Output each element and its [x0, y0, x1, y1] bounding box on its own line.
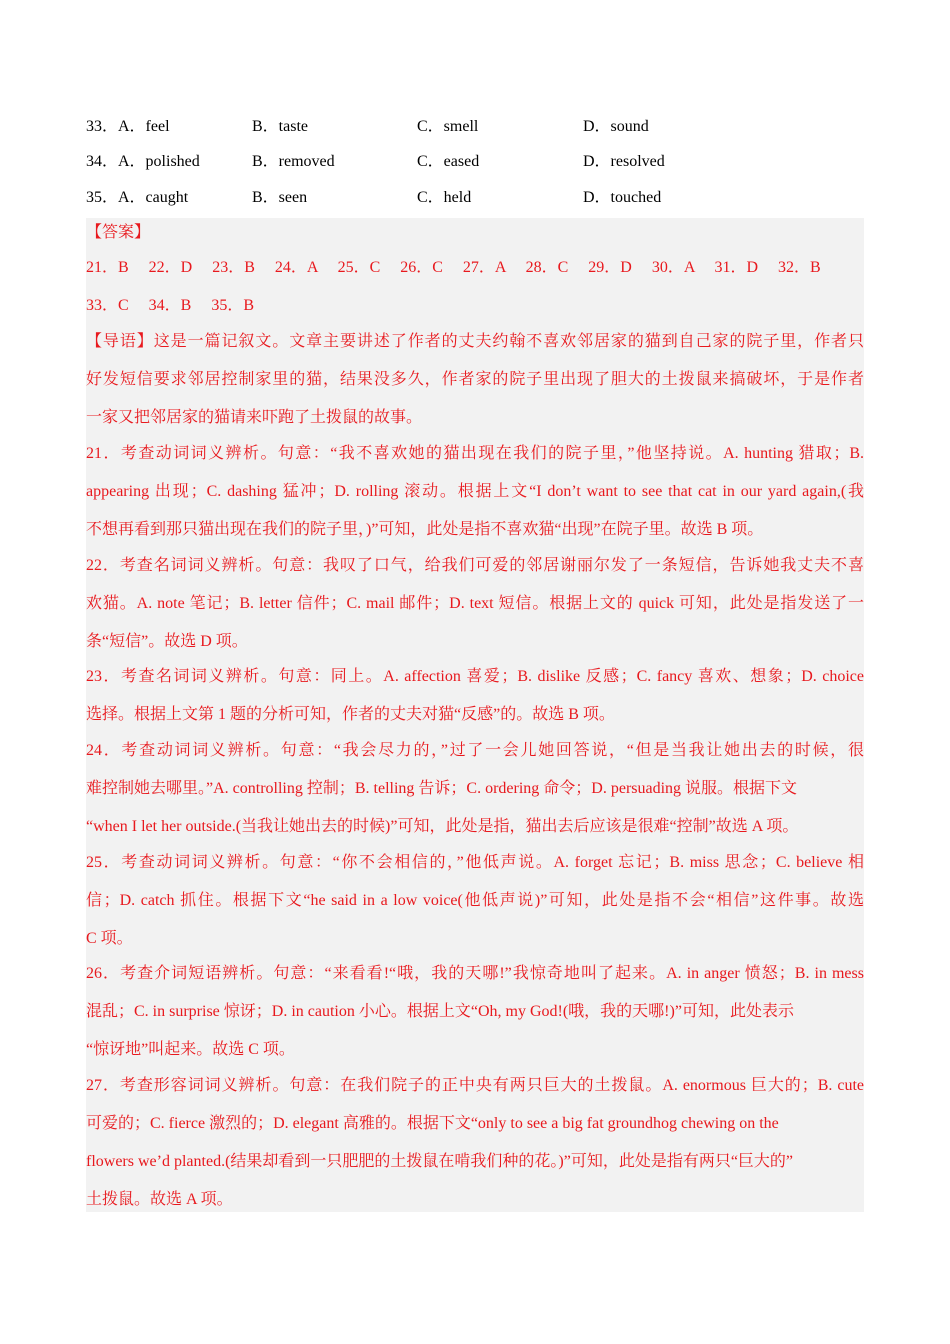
answer-heading: 【答案】	[86, 224, 151, 241]
option-a: 33．A．feel	[86, 118, 170, 135]
option-b: B．seen	[252, 189, 308, 206]
option-d: D．touched	[583, 189, 662, 206]
option-c: C．smell	[417, 118, 479, 135]
explanation-line: 26．考查介词短语辨析。句意：“来看看!“哦，我的天哪!”我惊奇地叫了起来。A. in anger 愤怒；B. in mess	[86, 965, 864, 982]
explanation-line: 24．考查动词词义辨析。句意：“我会尽力的，”过了一会儿她回答说，“但是当我让她出去的时候，很	[86, 742, 864, 759]
explanation-line: 不想再看到那只猫出现在我们的院子里，)”可知，此处是指不喜欢猫“出现”在院子里。故选 B 项。	[86, 521, 764, 538]
question-row-33	[86, 114, 864, 140]
explanation-line: appearing 出现；C. dashing 猛冲；D. rolling 滚动。根据上文“I don’t want to see that cat in our yard again,(我	[86, 483, 864, 500]
explanation-line: “when I let her outside.(当我让她出去的时候)”可知，此处是指，猫出去后应该是很难“控制”故选 A 项。	[86, 818, 799, 835]
explanation-line: 23．考查名词词义辨析。句意：同上。A. affection 喜爱；B. dislike 反感；C. fancy 喜欢、想象；D. choice	[86, 668, 864, 685]
answer-key-line: 33．C 34．B 35．B	[86, 297, 255, 314]
intro-line: 好发短信要求邻居控制家里的猫，结果没多久，作者家的院子里出现了胆大的土拨鼠来搞破坏，于是作者	[86, 371, 864, 388]
explanation-line: 信；D. catch 抓住。根据下文“he said in a low voice(他低声说)”可知，此处是指不会“相信”这件事。故选	[86, 892, 864, 909]
option-a: 34．A．polished	[86, 153, 200, 170]
explanation-line: 选择。根据上文第 1 题的分析可知，作者的丈夫对猫“反感”的。故选 B 项。	[86, 706, 615, 723]
explanation-line: flowers we’d planted.(结果却看到一只肥肥的土拨鼠在啃我们种的花。)”可知，此处是指有两只“巨大的”	[86, 1153, 794, 1170]
explanation-line: 混乱；C. in surprise 惊讶；D. in caution 小心。根据上文“Oh, my God!(哦，我的天哪!)”可知，此处表示	[86, 1003, 794, 1020]
option-d: D．sound	[583, 118, 649, 135]
option-b: B．taste	[252, 118, 308, 135]
option-c: C．held	[417, 189, 472, 206]
explanation-line: 22．考查名词词义辨析。句意：我叹了口气，给我们可爱的邻居谢丽尔发了一条短信，告诉她我丈夫不喜	[86, 557, 864, 574]
option-d: D．resolved	[583, 153, 665, 170]
answer-explanation-block	[86, 218, 864, 1212]
intro-line: 【导语】这是一篇记叙文。文章主要讲述了作者的丈夫约翰不喜欢邻居家的猫到自己家的院子里，作者只	[86, 333, 864, 350]
answer-key-line: 21．B 22．D 23．B 24．A 25．C 26．C 27．A 28．C 29．D 30．A 31．D 32．B	[86, 259, 821, 276]
explanation-line: 条“短信”。故选 D 项。	[86, 633, 248, 650]
explanation-line: C 项。	[86, 930, 133, 947]
explanation-line: 25．考查动词词义辨析。句意：“你不会相信的，”他低声说。A. forget 忘记；B. miss 思念；C. believe 相	[86, 854, 864, 871]
explanation-line: 21．考查动词词义辨析。句意：“我不喜欢她的猫出现在我们的院子里，”他坚持说。A. hunting 猎取；B.	[86, 445, 864, 462]
explanation-line: 27．考查形容词词义辨析。句意：在我们院子的正中央有两只巨大的土拨鼠。A. enormous 巨大的；B. cute	[86, 1077, 864, 1094]
option-c: C．eased	[417, 153, 480, 170]
explanation-line: 土拨鼠。故选 A 项。	[86, 1191, 233, 1208]
explanation-line: 欢猫。A. note 笔记；B. letter 信件；C. mail 邮件；D. text 短信。根据上文的 quick 可知，此处是指发送了一	[86, 595, 864, 612]
explanation-line: 难控制她去哪里。”A. controlling 控制；B. telling 告诉；C. ordering 命令；D. persuading 说服。根据下文	[86, 780, 798, 797]
option-a: 35．A．caught	[86, 189, 189, 206]
explanation-line: 可爱的；C. fierce 激烈的；D. elegant 高雅的。根据下文“only to see a big fat groundhog chewing on the	[86, 1115, 779, 1132]
explanation-line: “惊讶地”叫起来。故选 C 项。	[86, 1041, 295, 1058]
option-b: B．removed	[252, 153, 335, 170]
question-row-35	[86, 185, 864, 211]
question-row-34	[86, 149, 864, 175]
intro-line: 一家又把邻居家的猫请来吓跑了土拨鼠的故事。	[86, 409, 423, 426]
